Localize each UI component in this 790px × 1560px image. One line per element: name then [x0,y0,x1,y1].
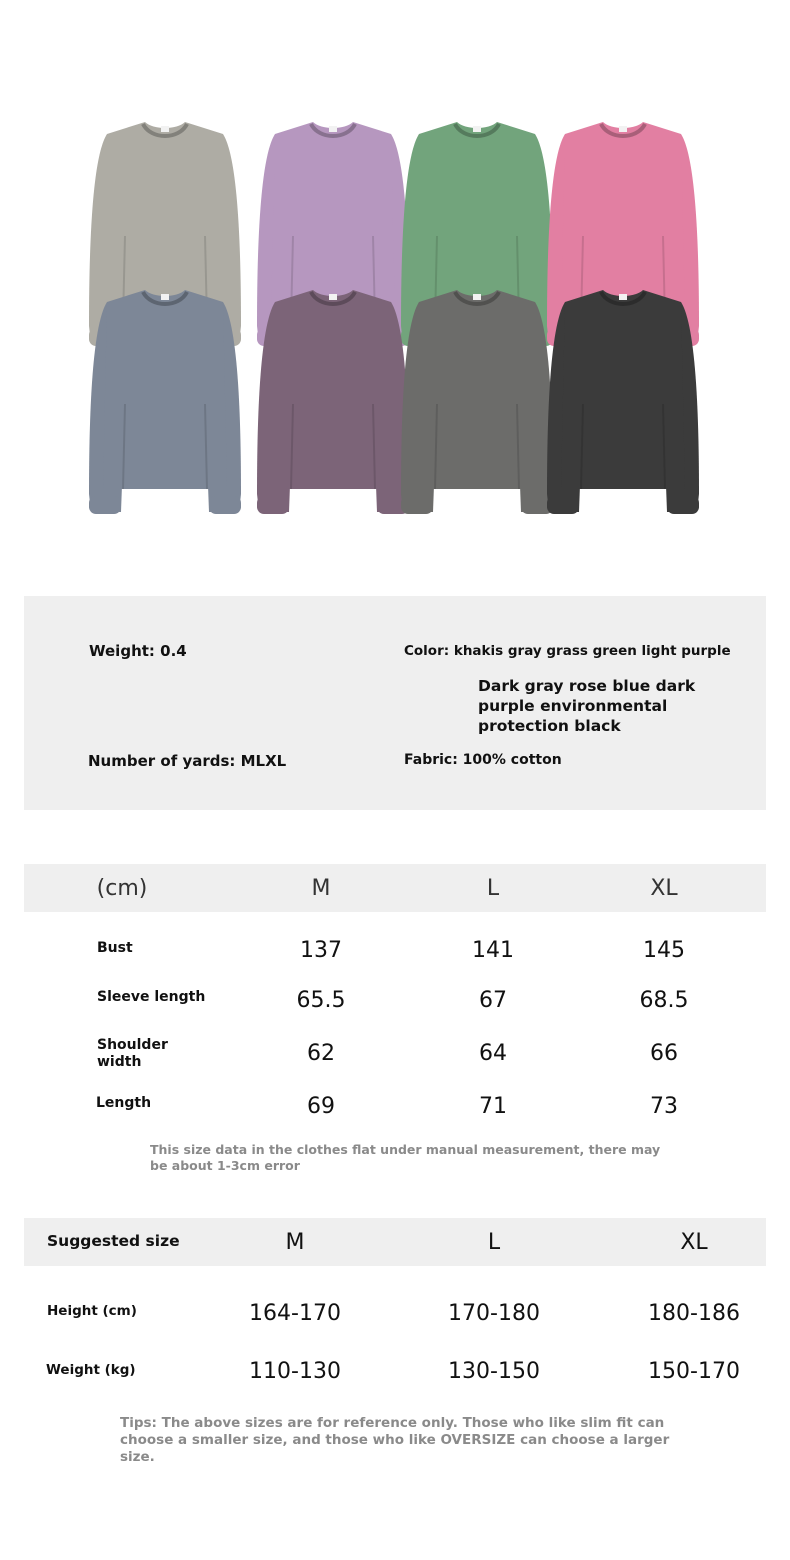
sizes-spec: Number of yards: MLXL [88,752,287,770]
table-cell: 65.5 [296,988,346,1013]
table-cell: 170-180 [448,1301,540,1326]
shirt-dark-gray [401,290,553,514]
table-cell: 62 [307,1041,335,1066]
table-cell: 67 [479,988,507,1013]
table-cell: 180-186 [648,1301,740,1326]
unit-header: (cm) [96,876,148,901]
fabric-spec: Fabric: 100% cotton [404,752,562,768]
table-cell: 66 [650,1041,678,1066]
suggested-header-xl: XL [680,1230,708,1255]
table-cell: 137 [300,938,342,963]
size-table-header [24,864,766,912]
table-cell: 130-150 [448,1359,540,1384]
table-cell: 71 [479,1094,507,1119]
table-cell: 69 [307,1094,335,1119]
measurement-note: This size data in the clothes flat under manual measurement, there may be about 1-3cm error [150,1142,661,1173]
row-label-length: Length [96,1095,152,1111]
table-cell: 73 [650,1094,678,1119]
table-cell: 68.5 [639,988,689,1013]
suggested-header-m: M [285,1230,305,1255]
row-label-height: Height (cm) [47,1303,137,1319]
table-cell: 145 [643,938,685,963]
shirt-blue [89,290,241,514]
row-label-sleeve: Sleeve length [97,989,206,1005]
row-label-weight: Weight (kg) [46,1362,136,1378]
table-cell: 110-130 [249,1359,341,1384]
suggested-size-header [24,1218,766,1266]
size-header-xl: XL [650,876,678,901]
table-cell: 141 [472,938,514,963]
color-spec-continued: Dark gray rose blue dark purple environmental protection black [478,677,696,735]
size-header-l: L [486,876,500,901]
spec-panel [24,596,766,810]
size-header-m: M [311,876,331,901]
table-cell: 64 [479,1041,507,1066]
weight-spec: Weight: 0.4 [89,642,187,660]
row-label-bust: Bust [97,940,133,956]
suggested-header-l: L [487,1230,501,1255]
suggested-size-title: Suggested size [47,1232,180,1250]
color-spec: Color: khakis gray grass green light purple [404,643,731,659]
tips-note: Tips: The above sizes are for reference only. Those who like slim fit can choose a smaller size, and those who like OVERSIZE can choose a larger size. [120,1415,670,1465]
table-cell: 164-170 [249,1301,341,1326]
row-label-shoulder: Shoulder width [97,1037,168,1070]
product-image [75,108,715,528]
shirt-black [547,290,699,514]
table-cell: 150-170 [648,1359,740,1384]
shirt-dark-purple [257,290,409,514]
